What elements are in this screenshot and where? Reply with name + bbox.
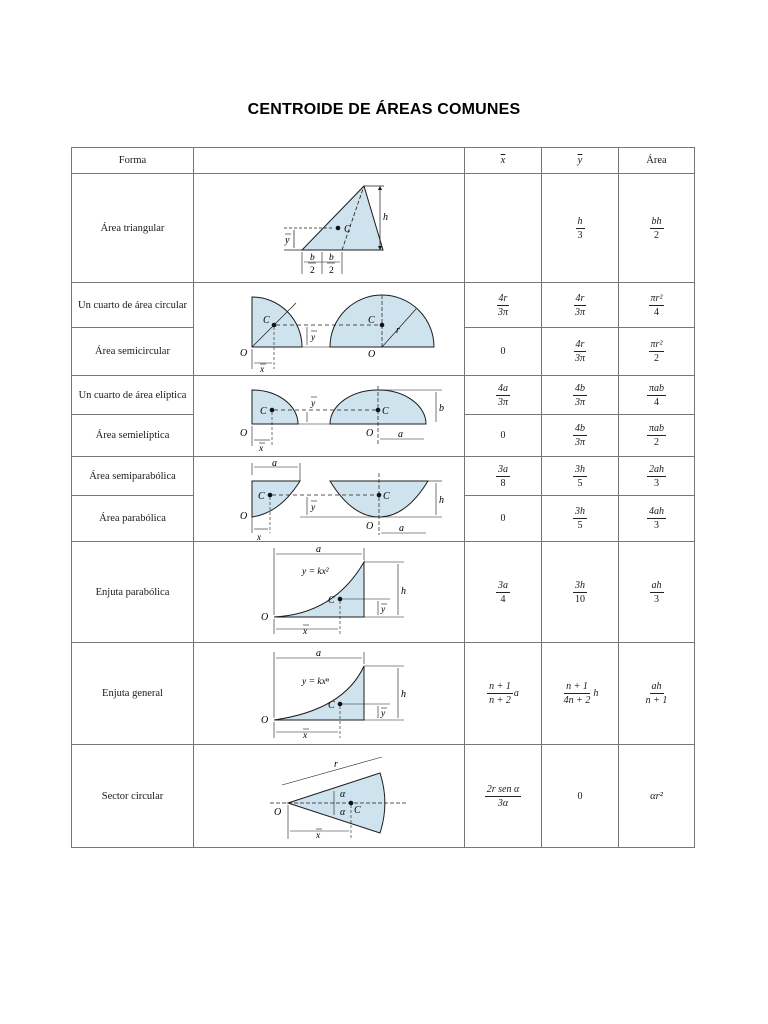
- shape-name: Área parabólica: [72, 496, 194, 542]
- ybar-cell: $\frac{h}{3}$: [542, 174, 619, 283]
- ellipse-figure: [194, 376, 465, 457]
- svg-text:x: x: [260, 365, 265, 375]
- svg-text:h: h: [401, 688, 406, 700]
- shape-name: Enjuta general: [72, 643, 194, 745]
- svg-text:h: h: [401, 586, 406, 597]
- shape-name: Un cuarto de área circular: [72, 283, 194, 328]
- svg-text:y: y: [285, 235, 290, 246]
- svg-text:O: O: [261, 714, 269, 726]
- triangle-figure: [194, 174, 465, 283]
- table-row: [72, 283, 695, 328]
- ybar-cell: $\frac{4b}{3\pi}$: [542, 376, 619, 415]
- shape-name: Sector circular: [72, 745, 194, 848]
- xbar-cell: $\frac{\text{2r sen α}}{3\alpha}$: [465, 745, 542, 848]
- svg-text:h: h: [439, 495, 444, 506]
- svg-text:C: C: [383, 491, 390, 502]
- xbar-cell: $\frac{4r}{3\pi}$: [465, 283, 542, 328]
- page-title: CENTROIDE DE ÁREAS COMUNES: [247, 101, 521, 118]
- ybar-cell: $\frac{4r}{3\pi}$: [542, 283, 619, 328]
- xbar-cell: $\frac{3a}{8}$: [465, 457, 542, 496]
- svg-text:y: y: [381, 708, 386, 719]
- shape-name: Enjuta parabólica: [72, 542, 194, 643]
- svg-text:2: 2: [329, 266, 334, 276]
- svg-text:O: O: [274, 807, 282, 818]
- svg-text:C: C: [328, 699, 335, 711]
- xbar-cell: 0: [465, 415, 542, 457]
- svg-text:O: O: [366, 428, 374, 439]
- svg-text:O: O: [240, 348, 248, 359]
- parabola-figure: [194, 457, 465, 542]
- header-forma: Forma: [72, 148, 194, 174]
- svg-text:a: a: [316, 544, 321, 555]
- header-row: [72, 148, 695, 174]
- svg-text:α: α: [340, 789, 346, 800]
- svg-text:b: b: [310, 253, 315, 263]
- svg-text:C: C: [263, 315, 270, 326]
- svg-text:O: O: [240, 511, 248, 522]
- svg-text:x: x: [257, 532, 261, 541]
- svg-text:y: y: [381, 605, 386, 615]
- svg-text:x: x: [303, 730, 308, 741]
- svg-text:y: y: [311, 503, 316, 513]
- table-row: [72, 643, 695, 745]
- area-cell: αr²: [619, 745, 695, 848]
- sector-figure: [194, 745, 465, 848]
- ybar-cell: $\frac{3h}{5}$: [542, 496, 619, 542]
- spandrel-parabolic-figure: [194, 542, 465, 643]
- shape-name: Un cuarto de área elíptica: [72, 376, 194, 415]
- table-row: [72, 457, 695, 496]
- svg-text:b: b: [439, 403, 444, 414]
- ybar-cell: $\frac{n + 1}{4n + 2}$ h: [542, 643, 619, 745]
- table-row: [72, 542, 695, 643]
- svg-text:2: 2: [310, 266, 315, 276]
- svg-text:b: b: [329, 253, 334, 263]
- xbar-cell: $\frac{n + 1}{n + 2}$ a: [465, 643, 542, 745]
- xbar-cell: 0: [465, 328, 542, 376]
- svg-text:x: x: [303, 627, 308, 637]
- svg-text:r: r: [334, 759, 338, 770]
- xbar-cell: $\frac{4a}{3\pi}$: [465, 376, 542, 415]
- area-cell: $\frac{\text{πab}}{4}$: [619, 376, 695, 415]
- svg-text:C: C: [354, 805, 361, 816]
- area-cell: $\frac{ah}{n + 1}$: [619, 643, 695, 745]
- xbar-cell: 0: [465, 496, 542, 542]
- svg-text:C: C: [260, 406, 267, 417]
- shape-name: Área triangular: [72, 174, 194, 283]
- svg-text:C: C: [328, 595, 335, 606]
- area-cell: $\frac{bh}{2}$: [619, 174, 695, 283]
- svg-text:a: a: [316, 647, 321, 659]
- ybar-cell: $\frac{4b}{3\pi}$: [542, 415, 619, 457]
- svg-text:a: a: [399, 523, 404, 534]
- centroid-table: [71, 147, 695, 848]
- svg-text:C: C: [344, 224, 351, 235]
- xbar-cell: $\frac{3a}{4}$: [465, 542, 542, 643]
- spandrel-general-figure: [194, 643, 465, 745]
- circle-figure: [194, 283, 465, 376]
- shape-name: Área semicircular: [72, 328, 194, 376]
- svg-text:α: α: [340, 807, 346, 818]
- header-ybar: $\overline{y}$: [542, 148, 619, 174]
- svg-text:a: a: [272, 458, 277, 469]
- svg-text:r: r: [396, 325, 400, 336]
- table-row: [72, 745, 695, 848]
- table-row: [72, 376, 695, 415]
- area-cell: $\frac{4ah}{3}$: [619, 496, 695, 542]
- ybar-cell: $\frac{3h}{5}$: [542, 457, 619, 496]
- ybar-cell: $\frac{4r}{3\pi}$: [542, 328, 619, 376]
- area-cell: $\frac{\text{πr²}}{4}$: [619, 283, 695, 328]
- svg-text:y = kxⁿ: y = kxⁿ: [302, 676, 329, 687]
- svg-text:O: O: [366, 521, 374, 532]
- header-figure: [194, 148, 465, 174]
- ybar-cell: $\frac{3h}{10}$: [542, 542, 619, 643]
- shape-name: Área semielíptica: [72, 415, 194, 457]
- ybar-cell: 0: [542, 745, 619, 848]
- svg-text:a: a: [398, 429, 403, 440]
- svg-text:O: O: [368, 349, 376, 360]
- area-cell: $\frac{\text{πr²}}{2}$: [619, 328, 695, 376]
- svg-text:y: y: [311, 399, 316, 409]
- svg-text:h: h: [383, 212, 388, 223]
- svg-text:C: C: [382, 406, 389, 417]
- svg-text:x: x: [259, 444, 264, 454]
- area-cell: $\frac{ah}{3}$: [619, 542, 695, 643]
- table-row: [72, 174, 695, 283]
- svg-text:x: x: [316, 831, 321, 841]
- svg-text:y = kx²: y = kx²: [302, 567, 329, 577]
- header-area: Área: [619, 148, 695, 174]
- svg-text:C: C: [258, 491, 265, 502]
- svg-text:O: O: [261, 612, 269, 623]
- svg-text:O: O: [240, 428, 248, 439]
- xbar-cell: [465, 174, 542, 283]
- header-xbar: $\overline{x}$: [465, 148, 542, 174]
- area-cell: $\frac{\text{πab}}{2}$: [619, 415, 695, 457]
- svg-text:C: C: [368, 315, 375, 326]
- area-cell: $\frac{2ah}{3}$: [619, 457, 695, 496]
- shape-name: Área semiparabólica: [72, 457, 194, 496]
- svg-text:y: y: [311, 333, 316, 343]
